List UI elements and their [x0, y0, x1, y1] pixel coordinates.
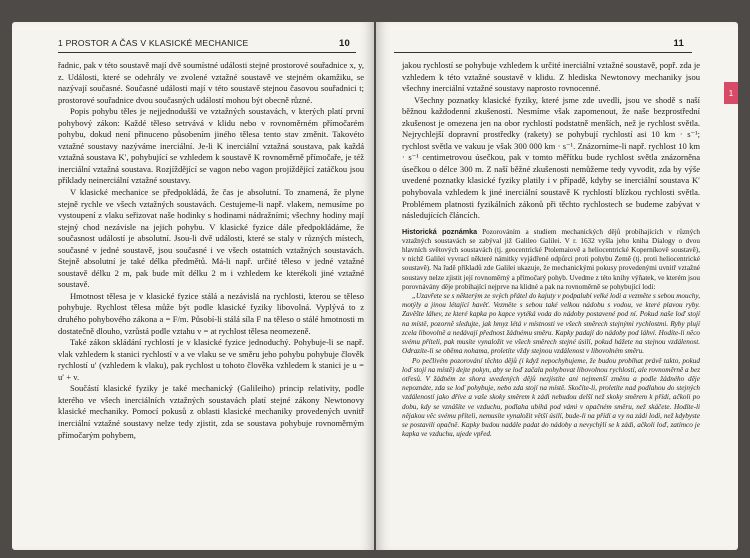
paragraph: řadnic, pak v této soustavě mají dvě soumístné události stejné prostorové souřadnice x, y, z. Události, které se odehrály ve zvolené vztažné soustavě ve stejném okamžiku, se nazývají současné. Současné události mají v této soustavě stejnou časovou souřadnici t; prostorové souřadnice dvou současných událostí mohou být obecně různé. — [58, 60, 364, 105]
paragraph: jakou rychlostí se pohybuje vzhledem k určité inerciální vztažné soustavě, popř. zda je vzhledem k této vztažné soustavě v klidu. Z hlediska Newtonovy mechaniky jsou všechny inerciální vztažné soustavy naprosto rovnocenné. — [402, 60, 700, 94]
paragraph: Popis pohybu těles je nejjednodušší ve vztažných soustavách, v kterých platí první pohybový zákon: Každé těleso setrvává v klidu nebo v rovnoměrném přímočarém pohybu, dokud není přinuceno působením jiného tělesa tento stav změnit. Takovéto vztažné soustavy nazýváme inerciální. Je-li K inerciální vztažná soustava, pak každá vztažná soustava K′, pohybující se vzhledem k soustavě K rovnoměrně přímočaře, je též inerciální vztažná soustava. Rozjíždějící se vagon nebo vagon projíždějící zatáčkou jsou příklady neinerciální vztažné soustavy. — [58, 106, 364, 186]
paragraph: Součástí klasické fyziky je také mechanický (Galileiho) princip relativity, podle kterého ve všech inerciálních vztažných soustavách platí stejné zákony Newtonovy klasické mechaniky. Pomocí pokusů z oblasti klasické mechaniky provedených uvnitř inerciální vztažné soustavy nelze tedy zjistit, zda se soustava pohybuje rovnoměrným přímočarým pohybem, — [58, 383, 364, 440]
running-head-right — [394, 38, 692, 53]
note-label: Historická poznámka — [402, 226, 478, 236]
left-body-text — [58, 60, 364, 441]
left-page — [12, 22, 374, 550]
galileo-quote — [402, 292, 700, 439]
running-head-title: 1 PROSTOR A ČAS V KLASICKÉ MECHANICE — [58, 38, 249, 48]
page-number-left: 10 — [339, 38, 350, 49]
chapter-tab: 1 — [724, 82, 738, 104]
quote-paragraph: „Uzavřete se s některým ze svých přátel do kajuty v podpalubí velké lodi a vezměte s sebou mouchy, motýly a jinou létající havěť. Vezměte s sebou také velkou nádobu s vodou, ve které plavou ryby. Zavěšte láhev, ze které kapka po kapce vytéká voda do nádoby postavené pod ní. Pokud naše loď stojí na místě, pozorně sledujte, jak hmyz létá v místnosti ve všech směrech stejnými rychlostmi. Ryby plují zcela libovolně a nedávají přednost žádnému směru. Kapky padají do nádoby pod láhví. Hodíte-li něco svému příteli, pak musíte vynaložit ve všech směrech stejné úsilí, pokud hážete na stejnou vzdálenost. Odrazíte-li se oběma nohama, proletíte vždy stejnou vzdálenost v libovolném směru. — [402, 292, 700, 356]
historical-note — [402, 227, 700, 440]
running-head-left — [58, 38, 356, 53]
paragraph: Také zákon skládání rychlostí je v klasické fyzice jednoduchý. Pohybuje-li se např. vlak vzhledem k stanici rychlostí v a ve vlaku se ve směru jeho pohybu pohybuje člověk rychlostí u′ (vzhledem k vlaku), pak rychlost u tohoto člověka vzhledem k stanici je u = u′ + v. — [58, 337, 364, 382]
paragraph: Všechny poznatky klasické fyziky, které jsme zde uvedli, jsou ve shodě s naší běžnou každodenní zkušeností. Nesmíme však zapomenout, že naše bezprostřední zkušenost je omezena jen na obor rychlostí podstatně menších, než je rychlost světla. Nejrychlejší dopravní prostředky (rakety) se pohybují rychlostí asi 10 km · s⁻¹; rychlost světla ve vakuu je však 300 000 km · s⁻¹. Znázorníme-li např. rychlost 10 km · s⁻¹ centimetrovou úsečkou, pak v tomto měřítku bude rychlost světla znázorněna úsečkou o délce 300 m. Z naší běžné zkušenosti nemůžeme tedy vyvodit, zda by výše uvedené poznatky klasické fyziky platily i v případě, kdyby se inerciální soustava K′ pohybovala vzhledem k jiné inerciální soustavě K rychlostí blízkou rychlosti světla. Problémem platnosti fyzikálních zákonů při těchto rychlostech se budeme zabývat v následujících článcích. — [402, 94, 700, 221]
note-text: Pozorováním a studiem mechanických dějů probíhajících v různých vztažných soustavách se zabýval již Galileo Galilei. V r. 1632 vyšla jeho kniha Dialogy o dvou hlavních světových soustavách (tj. geocentrické Ptolemaiově a heliocentrické Koperníkově soustavě), v nichž Galilei vyvrací některé námitky vyjádřené odpůrci proti pohybu Země (tj. proti heliocentrické soustavě). Na řadě příkladů zde Galilei ukazuje, že mechanickými pokusy provedenými uvnitř vztažné soustavy nelze zjistit její rovnoměrný a přímočarý pohyb. Uvedme z této knihy výňatek, ve kterém jsou porovnávány děje probíhající nejprve na klidné a pak na rovnoměrně se pohybující lodi: — [402, 227, 701, 291]
paragraph: V klasické mechanice se předpokládá, že čas je absolutní. To znamená, že plyne stejně rychle ve všech vztažných soustavách. Cestujeme-li např. vlakem, nemusíme po vystoupení z vlaku seřizovat naše hodinky s hodinami nádražními; všechny hodiny mají stejný chod nezávisle na jejich pohybu. V klasické fyzice dále předpokládáme, že současnost událostí je absolutní. Jsou-li dvě události, které se staly v různých místech, současné v jedné soustavě, jsou současné i ve všech ostatních vztažných soustavách. Stejně absolutní je také délka předmětů. Má-li např. určité těleso v jedné vztažné soustavě délku 2 m, pak bude mít délku 2 m i vzhledem ke kterékoli jiné vztažné soustavě. — [58, 187, 364, 290]
paragraph: Hmotnost tělesa je v klasické fyzice stálá a nezávislá na rychlosti, kterou se těleso pohybuje. Rychlost tělesa může být podle klasické fyziky libovolná. Vyplývá to z druhého pohybového zákona a = F/m. Působí-li stálá síla F na těleso o stálé hmotnosti m dostatečně dlouho, vzrůstá podle vztahu v = at rychlost tělesa neomezeně. — [58, 290, 364, 336]
right-body-text — [402, 60, 700, 439]
page-number-right: 11 — [673, 38, 684, 49]
quote-paragraph: Po pečlivém pozorování těchto dějů (i když nepochybujeme, že budou probíhat právě takto, pokud loď stojí na místě) dejte pokyn, aby se loď začala pohybovat libovolnou rychlostí, ale rovnoměrně a bez otřesů. V žádném ze shora uvedených dějů nezjistíte ani nejmenší změnu a podle žádného děje nepoznáte, zda se loď pohybuje, nebo zda stojí na místě. Skočíte-li, proletíte nad podlahou do stejných vzdáleností jako dříve a vaše skoky směrem k zádi nebudou delší než skoky směrem k přídi, ačkoli po dobu, kdy se vznášíte ve vzduchu, podlaha ubíhá pod vámi v opačném směru, než skáčete. Hodíte-li nějakou věc svému příteli, nemusíte vynaložit větší úsilí, bude-li na přídi a vy na zádi lodi, než kdybyste se postavili opačně. Kapky budou nadále padat do nádoby a nevychýlí se k zádi, ačkoli loď, zatímco je kapka ve vzduchu, ujede vpřed. — [402, 356, 700, 439]
right-page — [376, 22, 738, 550]
